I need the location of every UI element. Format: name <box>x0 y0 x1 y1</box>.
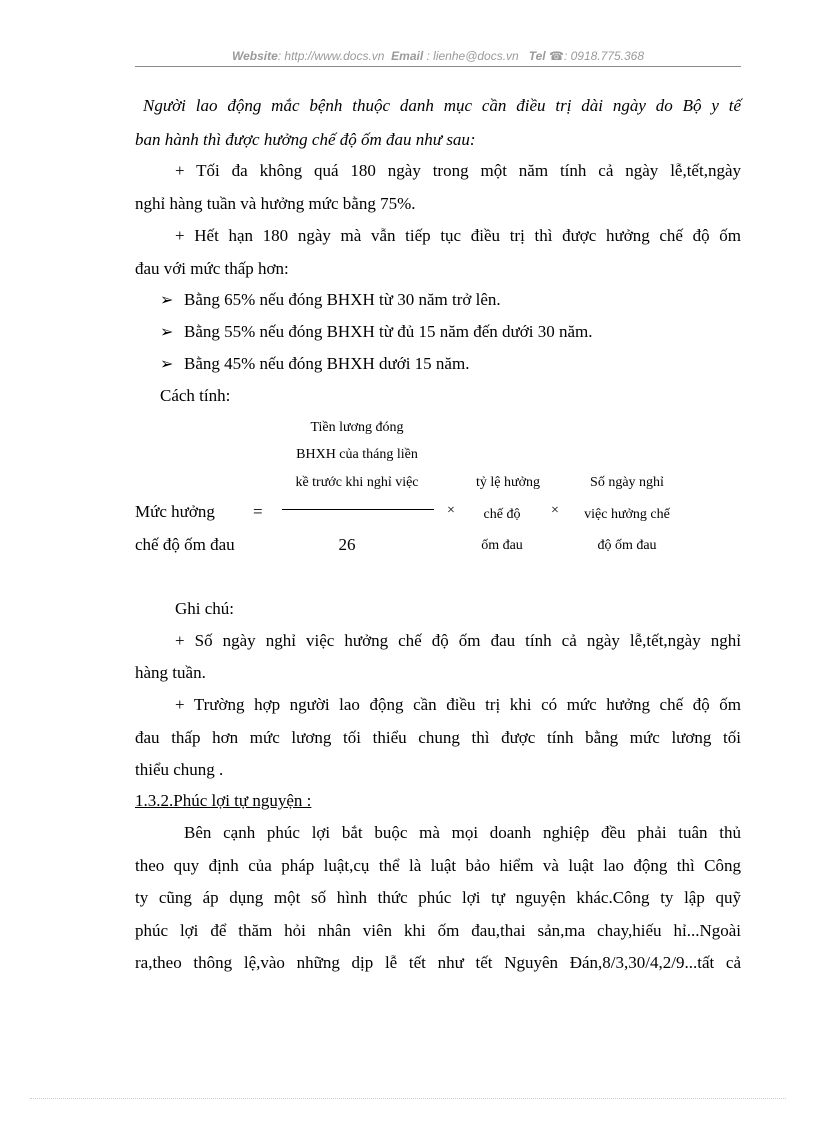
arrow-bullet-icon: ➢ <box>160 356 174 373</box>
fraction-bar <box>282 509 434 510</box>
section-line-3: ty cũng áp dụng một số hình thức phúc lợi tự nguyện khác.Công ty lập quỹ <box>135 888 741 907</box>
phone-icon: ☎ <box>549 49 564 63</box>
calc-label: Cách tính: <box>160 386 231 405</box>
footer-divider <box>30 1098 786 1099</box>
formula-days-line-1: Số ngày nghỉ <box>590 475 664 490</box>
formula-equals: = <box>253 502 263 521</box>
rule1-line-1: + Tối đa không quá 180 ngày trong một năm tính cả ngày lễ,tết,ngày <box>175 161 741 180</box>
arrow-bullet-icon: ➢ <box>160 292 174 309</box>
tel-label: Tel <box>528 49 546 63</box>
tel-value: : 0918.775.368 <box>563 49 645 63</box>
email-label: Email <box>391 49 424 63</box>
header-divider <box>135 66 741 67</box>
times-symbol-2: × <box>551 503 559 518</box>
note-item2-line-1: + Trường hợp người lao động cần điều trị khi có mức hưởng chế độ ốm <box>175 695 741 714</box>
formula-numerator-line-2: BHXH của tháng liền <box>296 447 418 462</box>
email-value: : lienhe@docs.vn <box>426 49 519 63</box>
formula-lhs-line-2: chế độ ốm đau <box>135 535 235 554</box>
formula-denominator: 26 <box>338 535 356 554</box>
section-line-4: phúc lợi để thăm hỏi nhân viên khi ốm đau,thai sản,ma chay,hiếu hỉ...Ngoài <box>135 921 741 940</box>
website-label: Website <box>231 49 278 63</box>
rule1-line-2: nghỉ hàng tuần và hưởng mức bằng 75%. <box>135 194 416 213</box>
times-symbol-1: × <box>447 503 455 518</box>
note-item2-line-2: đau thấp hơn mức lương tối thiểu chung thì được tính bằng mức lương tối <box>135 728 741 747</box>
formula-numerator-line-3: kề trước khi nghỉ việc <box>295 475 419 490</box>
section-line-1: Bên cạnh phúc lợi bắt buộc mà mọi doanh nghiệp đều phải tuân thủ <box>184 823 741 842</box>
rule2-line-1: + Hết hạn 180 ngày mà vẫn tiếp tục điều trị thì được hưởng chế độ ốm <box>175 226 741 245</box>
section-line-5: ra,theo thông lệ,vào những dịp lễ tết như tết Nguyên Đán,8/3,30/4,2/9...tất cả <box>135 953 741 972</box>
note-item1-line-2: hàng tuần. <box>135 663 206 682</box>
formula-rate-line-3: ốm đau <box>481 538 523 553</box>
formula-rate-line-2: chế độ <box>483 507 521 522</box>
intro-line-2: ban hành thì được hưởng chế độ ốm đau như sau: <box>135 130 476 149</box>
bullet-item: ➢ Bằng 45% nếu đóng BHXH dưới 15 năm. <box>160 353 469 376</box>
arrow-bullet-icon: ➢ <box>160 324 174 341</box>
section-line-2: theo quy định của pháp luật,cụ thể là luật bảo hiểm và luật lao động thì Công <box>135 856 741 875</box>
bullet-item: ➢ Bằng 55% nếu đóng BHXH từ đủ 15 năm đến dưới 30 năm. <box>160 321 592 344</box>
rule2-line-2: đau với mức thấp hơn: <box>135 259 289 278</box>
note-label: Ghi chú: <box>175 599 235 618</box>
website-value: : http://www.docs.vn <box>277 49 385 63</box>
note-item1-line-1: + Số ngày nghỉ việc hưởng chế độ ốm đau tính cả ngày lễ,tết,ngày nghỉ <box>175 631 741 650</box>
page-header <box>135 46 741 66</box>
formula-days-line-2: việc hưởng chế <box>584 507 670 522</box>
formula-rate-line-1: tỷ lệ hưởng <box>476 475 540 490</box>
note-item2-line-3: thiểu chung . <box>135 760 224 779</box>
bullet-item: ➢ Bằng 65% nếu đóng BHXH từ 30 năm trở lên. <box>160 289 501 312</box>
formula-lhs-line-1: Mức hưởng <box>135 502 215 521</box>
formula-numerator-line-1: Tiền lương đóng <box>310 420 404 435</box>
formula-days-line-3: độ ốm đau <box>597 538 657 553</box>
section-heading: 1.3.2.Phúc lợi tự nguyện : <box>135 791 312 810</box>
intro-line-1: Người lao động mắc bệnh thuộc danh mục cần điều trị dài ngày do Bộ y tế <box>143 96 741 115</box>
